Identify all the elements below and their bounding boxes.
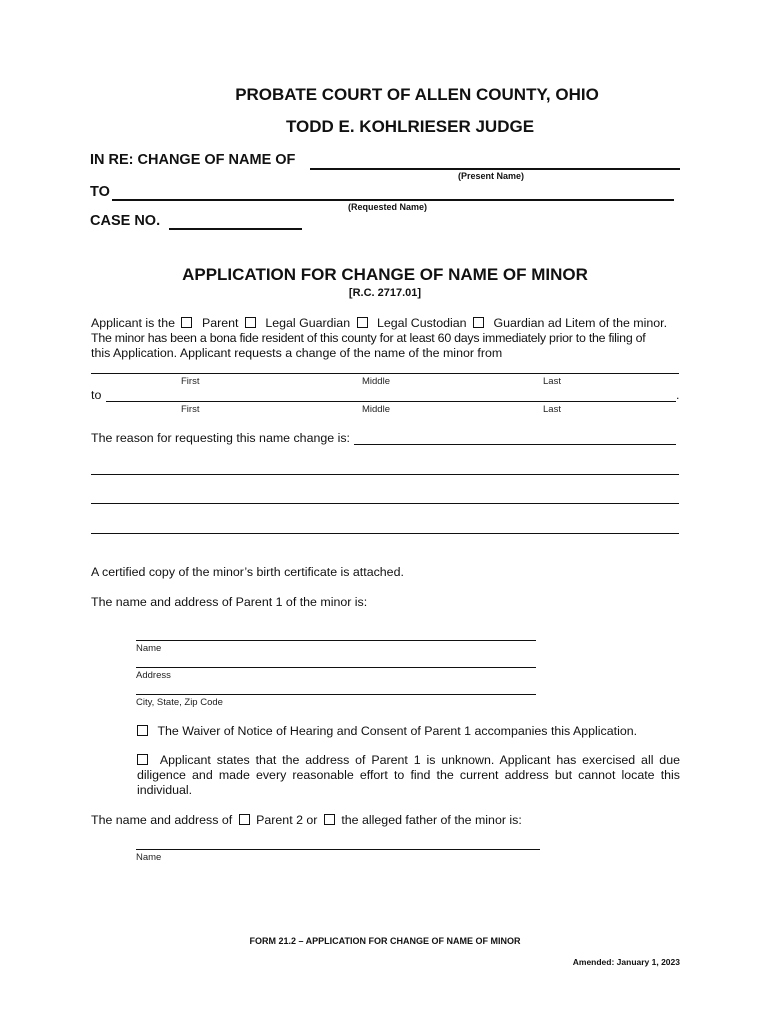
parent1-label: The name and address of Parent 1 of the minor is: bbox=[91, 595, 368, 609]
parent2-prefix: The name and address of bbox=[91, 813, 233, 827]
parent2-name-label: Name bbox=[136, 852, 162, 863]
waiver-row bbox=[137, 724, 637, 739]
residency-statement: The minor has been a bona fide resident of this county for at least 60 days immediately prior to the filing of bbox=[91, 331, 646, 345]
parent-checkbox[interactable] bbox=[181, 317, 192, 328]
waiver-checkbox[interactable] bbox=[137, 725, 148, 736]
unknown-address-line-3: individual. bbox=[137, 783, 193, 797]
judge-title: TODD E. KOHLRIESER JUDGE bbox=[285, 117, 535, 136]
unknown-address-checkbox[interactable] bbox=[137, 754, 148, 765]
current-last-label: Last bbox=[543, 376, 561, 387]
guardian-ad-litem-option-label: Guardian ad Litem of the minor. bbox=[493, 316, 668, 330]
applicant-prefix: Applicant is the bbox=[91, 316, 176, 330]
statute-ref: [R.C. 2717.01] bbox=[348, 287, 422, 299]
alleged-father-checkbox[interactable] bbox=[324, 814, 335, 825]
legal-custodian-option-label: Legal Custodian bbox=[377, 316, 467, 330]
case-no-label: CASE NO. bbox=[90, 213, 161, 229]
reason-line-2[interactable] bbox=[91, 474, 679, 475]
applicant-role-line bbox=[91, 316, 681, 331]
new-last-label: Last bbox=[543, 404, 561, 415]
present-name-hint: (Present Name) bbox=[458, 171, 525, 181]
to-new-name-label: to bbox=[91, 388, 102, 402]
unknown-address-line-2: diligence and made every reasonable effort to find the current address but cannot locate this bbox=[137, 768, 680, 782]
reason-line-4[interactable] bbox=[91, 533, 679, 534]
reason-line-1[interactable] bbox=[354, 444, 676, 445]
new-first-label: First bbox=[181, 404, 200, 415]
waiver-text: The Waiver of Notice of Hearing and Consent of Parent 1 accompanies this Application. bbox=[157, 724, 638, 738]
in-re-label: IN RE: CHANGE OF NAME OF bbox=[90, 152, 296, 168]
parent2-checkbox[interactable] bbox=[239, 814, 250, 825]
to-label: TO bbox=[90, 184, 110, 200]
parent1-address-line[interactable] bbox=[136, 667, 536, 668]
unknown-address-line-1: Applicant states that the address of Parent 1 is unknown. Applicant has exercised all due bbox=[159, 753, 680, 767]
new-name-line[interactable] bbox=[106, 401, 676, 402]
parent1-address-label: Address bbox=[136, 670, 171, 681]
unknown-address-row bbox=[137, 753, 680, 798]
unknown-line-1-wrap bbox=[137, 753, 680, 768]
current-first-label: First bbox=[181, 376, 200, 387]
guardian-ad-litem-checkbox[interactable] bbox=[473, 317, 484, 328]
parent2-option-label: Parent 2 or bbox=[256, 813, 318, 827]
court-title: PROBATE COURT OF ALLEN COUNTY, OHIO bbox=[235, 85, 599, 104]
present-name-line[interactable] bbox=[310, 168, 680, 170]
reason-line-3[interactable] bbox=[91, 503, 679, 504]
current-name-line[interactable] bbox=[91, 373, 679, 374]
request-statement: this Application. Applicant requests a change of the name of the minor from bbox=[91, 346, 503, 360]
new-name-period: . bbox=[676, 388, 680, 402]
form-title: APPLICATION FOR CHANGE OF NAME OF MINOR bbox=[182, 265, 588, 284]
legal-guardian-checkbox[interactable] bbox=[245, 317, 256, 328]
legal-custodian-checkbox[interactable] bbox=[357, 317, 368, 328]
requested-name-hint: (Requested Name) bbox=[348, 202, 428, 212]
parent1-city-line[interactable] bbox=[136, 694, 536, 695]
amended-date: Amended: January 1, 2023 bbox=[572, 957, 680, 967]
reason-label: The reason for requesting this name change is: bbox=[91, 431, 350, 445]
form-footer: FORM 21.2 – APPLICATION FOR CHANGE OF NAME OF MINOR bbox=[249, 936, 521, 946]
parent1-city-label: City, State, Zip Code bbox=[136, 697, 223, 708]
birth-certificate-statement: A certified copy of the minor’s birth certificate is attached. bbox=[91, 565, 404, 579]
parent2-name-line[interactable] bbox=[136, 849, 540, 850]
new-middle-label: Middle bbox=[362, 404, 390, 415]
parent1-name-line[interactable] bbox=[136, 640, 536, 641]
legal-guardian-option-label: Legal Guardian bbox=[265, 316, 351, 330]
current-middle-label: Middle bbox=[362, 376, 390, 387]
alleged-father-option-label: the alleged father of the minor is: bbox=[341, 813, 522, 827]
case-no-line[interactable] bbox=[169, 228, 302, 230]
parent2-row bbox=[91, 813, 522, 828]
parent-option-label: Parent bbox=[201, 316, 239, 330]
requested-name-line[interactable] bbox=[112, 199, 674, 201]
parent1-name-label: Name bbox=[136, 643, 162, 654]
